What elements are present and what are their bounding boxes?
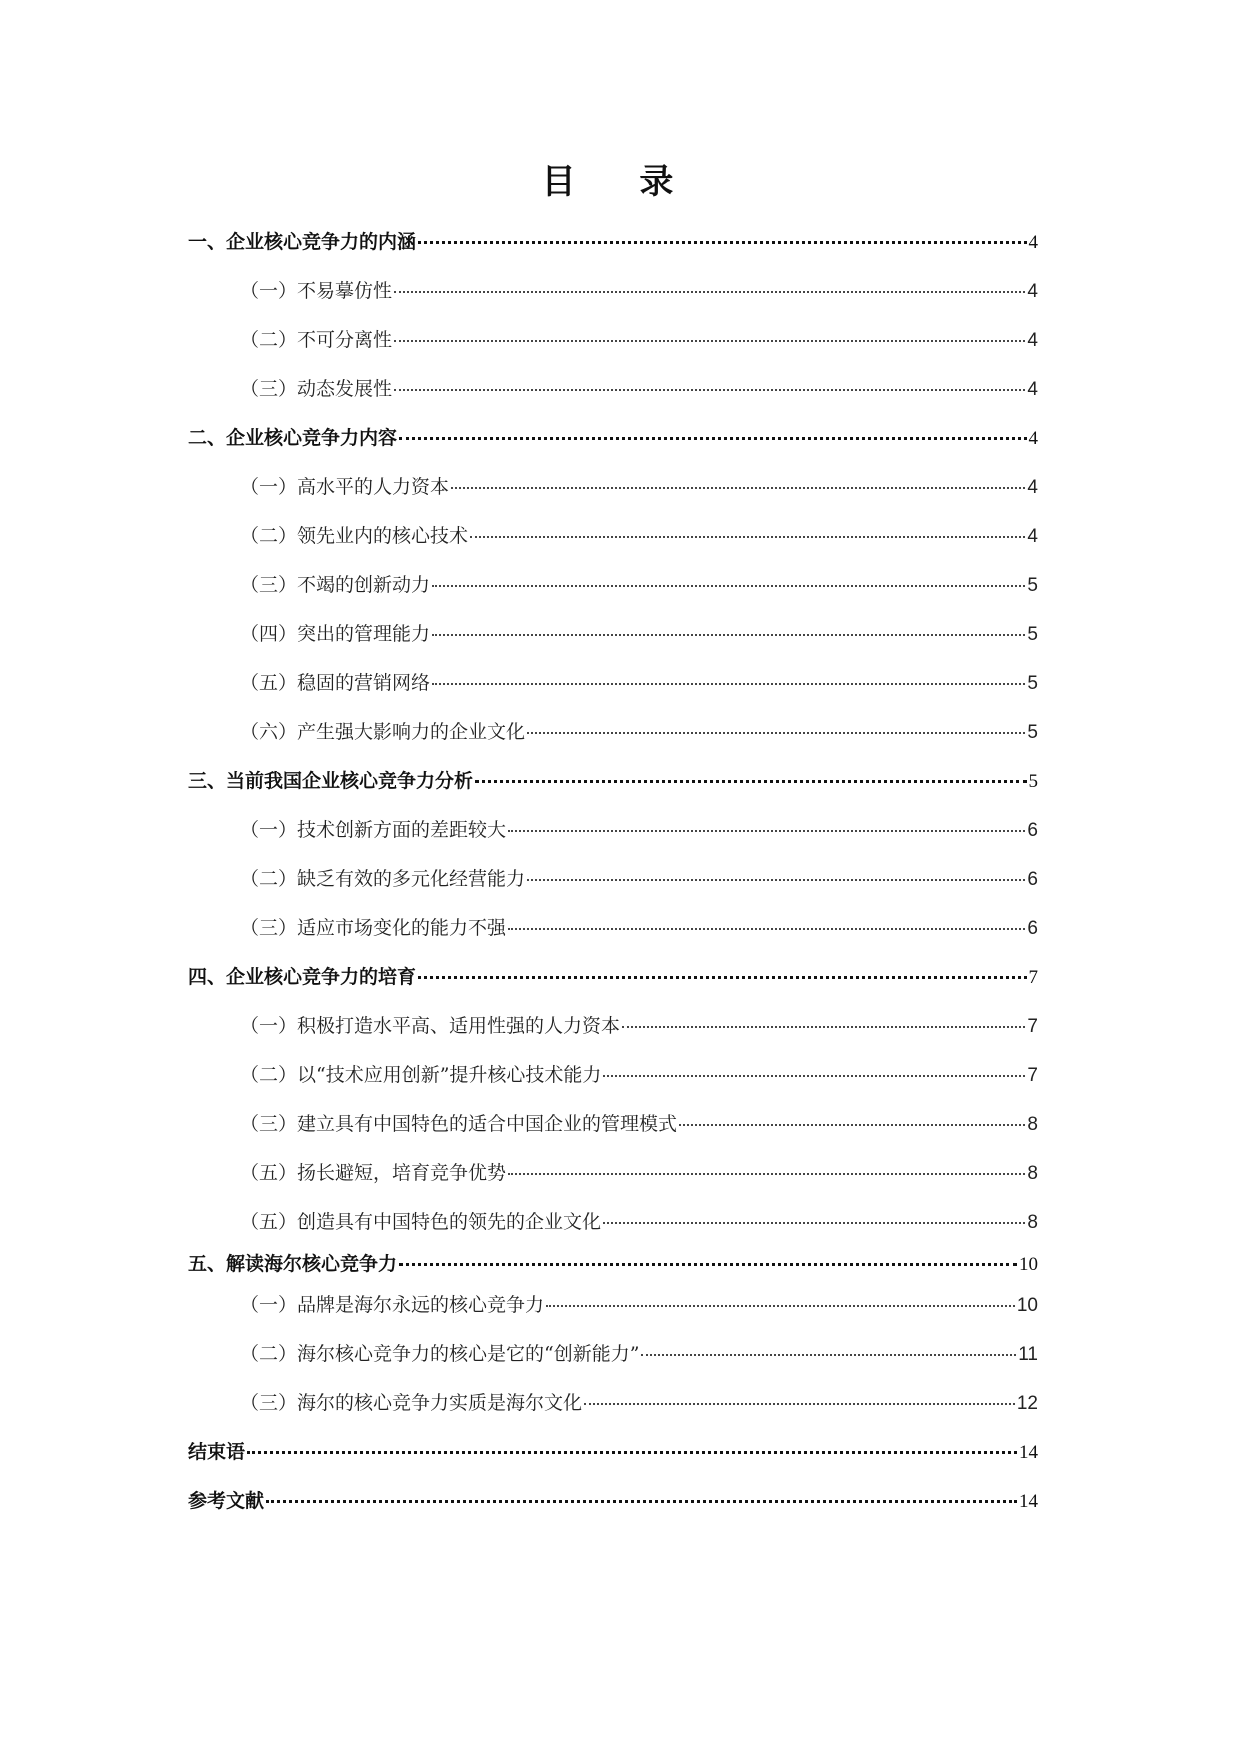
- toc-page-number: 6: [1027, 918, 1038, 939]
- toc-entry-text: （四）突出的管理能力: [240, 623, 431, 645]
- toc-entry-subsection[interactable]: [240, 568, 1038, 602]
- toc-entry-text: （二）缺乏有效的多元化经营能力: [240, 868, 526, 890]
- toc-page-number: 4: [1028, 428, 1038, 449]
- toc-entry-text: （三）不竭的创新动力: [240, 574, 431, 596]
- dot-leader: [247, 1450, 1017, 1454]
- toc-entry-subsection[interactable]: [240, 1156, 1038, 1190]
- toc-entry-text: （一）不易摹仿性: [240, 280, 393, 302]
- dot-leader: [451, 486, 1025, 489]
- toc-entry-text: 一、企业核心竞争力的内涵: [188, 231, 417, 253]
- dot-leader: [641, 1353, 1016, 1356]
- toc-entry-text: （一）技术创新方面的差距较大: [240, 819, 507, 841]
- dot-leader: [508, 927, 1025, 930]
- toc-entry-text: （三）建立具有中国特色的适合中国企业的管理模式: [240, 1113, 678, 1135]
- dot-leader: [399, 1262, 1017, 1266]
- dot-leader: [527, 878, 1025, 881]
- toc-page-number: 6: [1027, 820, 1038, 841]
- toc-page-number: 8: [1027, 1212, 1038, 1233]
- dot-leader: [399, 436, 1026, 440]
- dot-leader: [418, 975, 1026, 979]
- toc-entry-text: （五）创造具有中国特色的领先的企业文化: [240, 1211, 602, 1233]
- toc-entry-text: （五）稳固的营销网络: [240, 672, 431, 694]
- toc-page-number: 12: [1016, 1393, 1038, 1414]
- toc-page-number: 5: [1027, 624, 1038, 645]
- toc-page-number: 5: [1027, 673, 1038, 694]
- toc-entry-subsection[interactable]: [240, 1337, 1038, 1371]
- dot-leader: [508, 829, 1025, 832]
- toc-entry-subsection[interactable]: [240, 470, 1038, 504]
- toc-entry-text: （六）产生强大影响力的企业文化: [240, 721, 526, 743]
- toc-entry-conclusion[interactable]: [188, 1435, 1038, 1469]
- toc-entry-text: （一）高水平的人力资本: [240, 476, 450, 498]
- dot-leader: [584, 1402, 1015, 1405]
- toc-page-number: 5: [1027, 575, 1038, 596]
- dot-leader: [622, 1025, 1025, 1028]
- toc-page-number: 14: [1019, 1442, 1038, 1463]
- toc-entry-section-1[interactable]: [188, 225, 1038, 259]
- toc-page-number: 4: [1027, 379, 1038, 400]
- toc-entry-text: （一）积极打造水平高、适用性强的人力资本: [240, 1015, 621, 1037]
- toc-page-number: 8: [1027, 1163, 1038, 1184]
- toc-entry-text: （二）不可分离性: [240, 329, 393, 351]
- toc-entry-subsection[interactable]: [240, 323, 1038, 357]
- dot-leader: [470, 535, 1025, 538]
- toc-page-number: 10: [1016, 1295, 1038, 1316]
- toc-page-number: 4: [1027, 330, 1038, 351]
- toc-entry-subsection[interactable]: [240, 1009, 1038, 1043]
- dot-leader: [603, 1074, 1025, 1077]
- toc-entry-text: （三）适应市场变化的能力不强: [240, 917, 507, 939]
- toc-entry-text: （三）动态发展性: [240, 378, 393, 400]
- toc-entry-section-4[interactable]: [188, 960, 1038, 994]
- toc-entry-subsection[interactable]: [240, 1107, 1038, 1141]
- toc-entry-text: （二）海尔核心竞争力的核心是它的“创新能力”: [240, 1343, 640, 1365]
- toc-entry-subsection[interactable]: [240, 1058, 1038, 1092]
- toc-entry-subsection[interactable]: [240, 911, 1038, 945]
- dot-leader: [475, 779, 1026, 783]
- toc-entry-subsection[interactable]: [240, 862, 1038, 896]
- dot-leader: [394, 339, 1025, 342]
- toc-page-number: 4: [1028, 232, 1038, 253]
- toc-entry-text: 参考文献: [188, 1490, 265, 1512]
- toc-entry-text: 三、当前我国企业核心竞争力分析: [188, 770, 474, 792]
- dot-leader: [394, 388, 1025, 391]
- toc-page-number: 8: [1027, 1114, 1038, 1135]
- toc-entry-subsection[interactable]: [240, 274, 1038, 308]
- toc-entry-text: （三）海尔的核心竞争力实质是海尔文化: [240, 1392, 583, 1414]
- dot-leader: [432, 584, 1025, 587]
- toc-entry-text: 五、解读海尔核心竞争力: [188, 1253, 398, 1275]
- dot-leader: [546, 1304, 1015, 1307]
- toc-entry-section-2[interactable]: [188, 421, 1038, 455]
- dot-leader: [432, 633, 1025, 636]
- toc-page-number: 14: [1019, 1491, 1038, 1512]
- toc-entry-text: （一）品牌是海尔永远的核心竞争力: [240, 1294, 545, 1316]
- toc-page-number: 5: [1028, 771, 1038, 792]
- toc-entry-subsection[interactable]: [240, 1205, 1038, 1239]
- toc-entry-text: 二、企业核心竞争力内容: [188, 427, 398, 449]
- toc-entry-references[interactable]: [188, 1484, 1038, 1518]
- toc-page-number: 4: [1027, 526, 1038, 547]
- dot-leader: [266, 1499, 1017, 1503]
- dot-leader: [603, 1221, 1025, 1224]
- dot-leader: [679, 1123, 1025, 1126]
- toc-entry-subsection[interactable]: [240, 715, 1038, 749]
- dot-leader: [418, 240, 1026, 244]
- dot-leader: [432, 682, 1025, 685]
- toc-entry-subsection[interactable]: [240, 372, 1038, 406]
- toc-page-number: 5: [1027, 722, 1038, 743]
- toc-page-number: 7: [1028, 967, 1038, 988]
- toc-page-number: 4: [1027, 281, 1038, 302]
- toc-entry-subsection[interactable]: [240, 813, 1038, 847]
- toc-entry-text: 四、企业核心竞争力的培育: [188, 966, 417, 988]
- dot-leader: [527, 731, 1025, 734]
- toc-entry-text: 结束语: [188, 1441, 246, 1463]
- toc-page-number: 4: [1027, 477, 1038, 498]
- toc-page-number: 11: [1018, 1344, 1038, 1365]
- toc-entry-section-3[interactable]: [188, 764, 1038, 798]
- toc-entry-text: （二）以“技术应用创新”提升核心技术能力: [240, 1064, 602, 1086]
- dot-leader: [508, 1172, 1025, 1175]
- toc-page-number: 7: [1027, 1065, 1038, 1086]
- toc-page-number: 7: [1027, 1016, 1038, 1037]
- toc-entry-text: （二）领先业内的核心技术: [240, 525, 469, 547]
- toc-entry-subsection[interactable]: [240, 666, 1038, 700]
- toc-entry-subsection[interactable]: [240, 1288, 1038, 1322]
- dot-leader: [394, 290, 1025, 293]
- toc-page-number: 10: [1019, 1254, 1038, 1275]
- toc-entry-subsection[interactable]: [240, 519, 1038, 553]
- toc-page-number: 6: [1027, 869, 1038, 890]
- toc-entry-section-5[interactable]: [188, 1247, 1038, 1281]
- toc-entry-subsection[interactable]: [240, 617, 1038, 651]
- page-title: 目 录: [541, 162, 700, 202]
- toc-entry-subsection[interactable]: [240, 1386, 1038, 1420]
- toc-entry-text: （五）扬长避短，培育竞争优势: [240, 1162, 507, 1184]
